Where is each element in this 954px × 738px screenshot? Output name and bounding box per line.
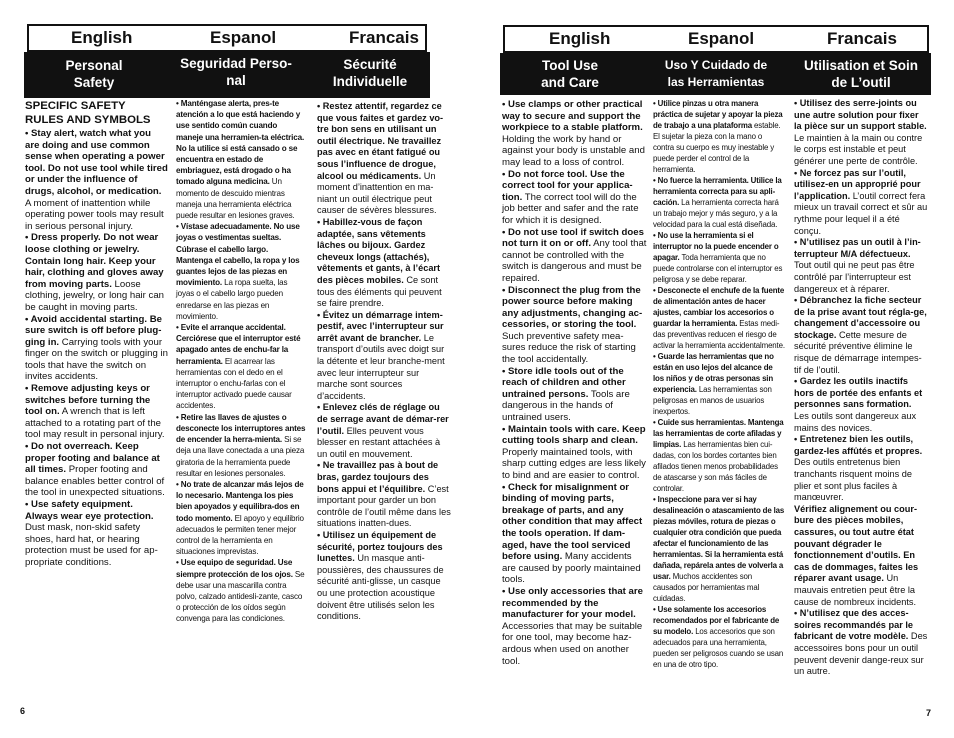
lang-espanol-right: Espanol [688, 29, 755, 48]
lang-english-right: English [549, 29, 611, 48]
english-column-right: • Use clamps or other practical way to secure and support the workpiece to a stable platform. Holding the work by hand or against your body is unstable and may lead to a loss of control. • Do not force tool. Use the correct tool for your applica-tion. The correct tool will do the job better and safer and the rate for which it is designed. • Do not use tool if switch does not turn it on or off. Any tool that cannot be controlled with the switch is dangerous and must be repaired. • Disconnect the plug from the power source before making any adjustments, changing ac-cessories, or storing the tool. Such preventive safety mea-sures reduce the risk of starting the tool accidentally. • Store idle tools out of the reach of children and other untrained persons. Tools are dangerous in the hands of untrained users. • Maintain tools with care. Keep cutting tools sharp and clean. Properly maintained tools, with sharp cutting edges are less likely to bind and are easier to control. • Check for misalignment or binding of moving parts, breakage of parts, and any other condition that may affect the tools operation. If dam-aged, have the tool serviced before using. Many accidents are caused by poorly maintained tools. • Use only accessories that are recommended by the manufacturer for your model. Accessories that may be suitable for one tool, may become haz-ardous when used on another tool. [502, 99, 647, 667]
header-english-right: Tool Use and Care [541, 58, 599, 90]
page-number-left: 6 [20, 706, 26, 716]
francais-column: • Restez attentif, regardez ce que vous faites et gardez vo-tre bon sens en utilisant un outil électrique. Ne travaillez pas avec en étant fatigué ou sous l’influence de drogue, alcool ou médicaments. Un moment d’inattention en ma-niant un outil électrique peut causer de sévères blessures. • Habillez-vous de façon adaptée, sans vêtements lâches ou bijoux. Gardez cheveux longs (attachés), vêtements et gants, à l’écart des pièces mobiles. Ce sont tous des éléments qui peuvent se faire prendre. • Évitez un démarrage intem-pestif, avec l’interrupteur sur arrêt avant de brancher. Le transport d’outils avec doigt sur la détente et leur branche-ment avec leur interrupteur sur marche sont sources d’accidents. • Enlevez clés de réglage ou de serrage avant de démar-rer l’outil. Elles peuvent vous blesser en restant attachées à un outil en mouvement. • Ne travaillez pas à bout de bras, gardez toujours des bons appui et l’équilibre. C’est important pour garder un bon contrôle de l’outil même dans les situations inatten-dues. • Utilisez un équipement de sécurité, portez toujours des lunettes. Un masque anti-poussières, des chaussures de sécurité anti-glisse, un casque ou une protection acoustique doivent être utilisés selon les conditions. [317, 101, 451, 622]
lang-espanol: Espanol [210, 28, 277, 47]
espanol-column-right: • Utilice pinzas u otra manera práctica de sujetar y apoyar la pieza de trabajo a una plataforma estable. El sujetar la pieza con la mano o contra su cuerpo es muy inestable y puede perder el control de la herramienta. • No fuerce la herramienta. Utilice la herramienta correcta para su apli-cación. La herramienta correcta hará un trabajo mejor y más seguro, y a la velocidad para la cual está diseñada. • No use la herramienta si el interruptor no la puede encender o apagar. Toda herramienta que no puede controlarse con el interruptor es peligrosa y se debe reparar. • Desconecte el enchufe de la fuente de alimentación antes de hacer ajustes, cambiar los accesorios o guardar la herramienta. Estas medi-das preventivas reducen el riesgo de activar la herramienta accidentalmente. • Guarde las herramientas que no están en uso lejos del alcance de los niños y de otras personas sin experiencia. Las herramientas son peligrosas en manos de usuarios inexpertos. • Cuide sus herramientas. Mantenga las herramientas de corte afiladas y limpias. Las herramientas bien cui-dadas, con los bordes cortantes bien afilados tienen menos probabilidades de atascarse y son más fáciles de controlar. • Inspeccione para ver si hay desalineación o atascamiento de las piezas móviles, rotura de piezas o cualquier otra condición que pueda afectar el funcionamiento de las herramientas. Si la herramienta está dañada, repárela antes de volverla a usar. Muchos accidentes son causados por herramientas mal cuidadas. • Use solamente los accesorios recomendados por el fabricante de su modelo. Los accesorios que son adecuados para una herramienta, pueden ser peligrosos cuando se usan en una de otro tipo. [653, 99, 785, 669]
lang-francais-right: Francais [827, 29, 897, 48]
header-espanol: Seguridad Perso- nal [180, 56, 292, 88]
lang-english: English [71, 28, 133, 47]
section-header-bar [24, 52, 430, 98]
header-espanol-right: Uso Y Cuidado de las Herramientas [664, 58, 768, 89]
page-number-right: 7 [926, 708, 932, 718]
english-column: SPECIFIC SAFETY RULES AND SYMBOLS • Stay alert, watch what you are doing and use common sense when operating a power tool. Do not use tool while tired or under the influence of drugs, alcohol, or medication. A moment of inattention while operating power tools may result in serious personal injury. • Dress properly. Do not wear loose clothing or jewelry. Contain long hair. Keep your hair, clothing and gloves away from moving parts. Loose clothing, jewelry, or long hair can be caught in moving parts. • Avoid accidental starting. Be sure switch is off before plug-ging in. Carrying tools with your finger on the switch or plugging in tools that have the switch on invites accidents. • Remove adjusting keys or switches before turning the tool on. A wrench that is left attached to a rotating part of the tool may result in personal injury. • Do not overreach. Keep proper footing and balance at all times. Proper footing and balance enables better control of the tool in unexpected situations. • Use safety equipment. Always wear eye protection. Dust mask, non-skid safety shoes, hard hat, or hearing protection must be used for ap-propriate conditions. [25, 100, 168, 568]
en-heading: SPECIFIC SAFETY RULES AND SYMBOLS [25, 100, 151, 126]
header-english: Personal Safety [65, 58, 123, 90]
language-bar [27, 24, 427, 52]
language-bar-right [503, 25, 929, 53]
header-francais: Sécurité Individuelle [332, 57, 408, 89]
francais-column-right: • Utilisez des serre-joints ou une autre solution pour fixer la pièce sur un support stable. Le maintien à la main ou contre le corps est instable et peut générer une perte de contrôle. • Ne forcez pas sur l’outil, utilisez-en un approprié pour l’application. L’outil correct fera mieux un travail correct et sûr au rythme pour lequel il a été conçu. • N’utilisez pas un outil à l’in-terrupteur M/A défectueux. Tout outil qui ne peut pas être contrôlé par l’interrupteur est dangereux et à réparer. • Débranchez la fiche secteur de la prise avant tout régla-ge, changement d’accessoire ou stockage. Cette mesure de sécurité préventive élimine le risque de démarrage intempes-tif de l’outil. • Gardez les outils inactifs hors de portée des enfants et personnes sans formation. Les outils sont dangereux aux mains des novices. • Entretenez bien les outils, gardez-les affûtés et propres. Des outils entretenus bien tranchants risquent moins de plier et sont plus faciles à manœuvrer. Vérifiez alignement ou cour-bure des pièces mobiles, cassures, ou tout autre état pouvant dégrader le fonctionnement d’outils. En cas de dommages, faites les réparer avant usage. Un mauvais entretien peut être la cause de nombreux incidents. • N’utilisez que des acces-soires recommandés par le fabricant de votre modèle. Des accessoires bons pour un outil peuvent devenir dange-reux sur un autre. [794, 98, 928, 677]
espanol-column: • Manténgase alerta, pres-te atención a lo que está haciendo y use sentido común cuando maneje una herramien-ta eléctrica. No la utilice si está cansado o se encuentra en estado de embriaguez, está drogado o ha tomado alguna medicina. Un momento de descuido mientras maneja una herramienta eléctrica puede resultar en lesiones graves. • Vístase adecuadamente. No use joyas o vestimentas sueltas. Cúbrase el cabello largo. Mantenga el cabello, la ropa y los guantes lejos de las piezas en movimiento. La ropa suelta, las joyas o el cabello largo pueden enredarse en las piezas en movimiento. • Evite el arranque accidental. Cerciórese que el interruptor esté apagado antes de enchu-far la herramienta. El acarrear las herramientas con el dedo en el interruptor o enchu-farlas con el interruptor activado puede causar accidentes. • Retire las llaves de ajustes o desconecte los interruptores antes de encender la herra-mienta. Si se deja una llave conectada a una pieza giratoria de la herramienta puede resultar en lesiones personales. • No trate de alcanzar más lejos de lo necesario. Mantenga los pies bien apoyados y equilibra-dos en todo momento. El apoyo y equilibrio adecuados le permiten tener mejor control de la herramienta en situaciones imprevistas. • Use equipo de seguridad. Use siempre protección de los ojos. Se debe usar una mascarilla contra polvo, calzado antidesli-zante, casco o protección de los oídos según convenga para las condiciones. [176, 99, 306, 624]
section-header-bar-right [500, 53, 931, 95]
lang-francais: Francais [349, 28, 419, 47]
header-francais-right: Utilisation et Soin de L’outil [803, 58, 918, 90]
